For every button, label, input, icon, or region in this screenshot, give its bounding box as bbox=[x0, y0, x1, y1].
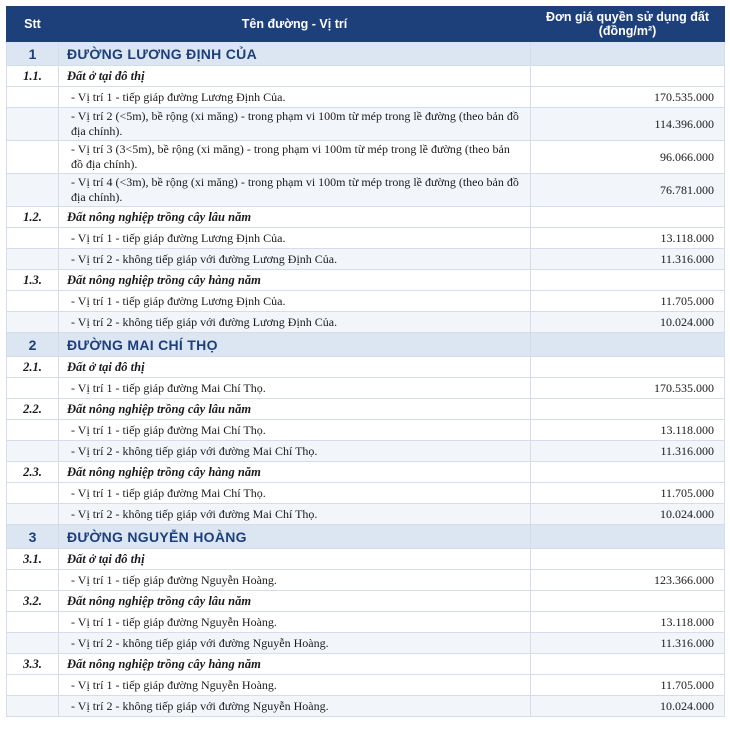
price-value: 11.316.000 bbox=[531, 441, 725, 462]
category-name: Đất ở tại đô thị bbox=[59, 549, 531, 570]
table-row bbox=[7, 612, 725, 633]
empty-cell bbox=[531, 42, 725, 66]
position-description: - Vị trí 3 (3<5m), bề rộng (xi măng) - trong phạm vi 100m từ mép trong lề đường (theo bản đồ địa chính). bbox=[59, 141, 531, 174]
empty-cell bbox=[7, 312, 59, 333]
category-row bbox=[7, 66, 725, 87]
category-row bbox=[7, 654, 725, 675]
category-name: Đất ở tại đô thị bbox=[59, 66, 531, 87]
category-number: 1.1. bbox=[7, 66, 59, 87]
category-number: 3.3. bbox=[7, 654, 59, 675]
empty-cell bbox=[531, 357, 725, 378]
price-value: 13.118.000 bbox=[531, 612, 725, 633]
position-description: - Vị trí 1 - tiếp giáp đường Lương Định Của. bbox=[59, 87, 531, 108]
price-value: 10.024.000 bbox=[531, 504, 725, 525]
table-row bbox=[7, 291, 725, 312]
position-description: - Vị trí 1 - tiếp giáp đường Lương Định Của. bbox=[59, 228, 531, 249]
empty-cell bbox=[531, 654, 725, 675]
empty-cell bbox=[7, 174, 59, 207]
table-header bbox=[7, 7, 725, 42]
category-row bbox=[7, 462, 725, 483]
road-row bbox=[7, 42, 725, 66]
table-row bbox=[7, 141, 725, 174]
table-row bbox=[7, 696, 725, 717]
position-description: - Vị trí 2 - không tiếp giáp với đường Mai Chí Thọ. bbox=[59, 441, 531, 462]
position-description: - Vị trí 2 - không tiếp giáp với đường Nguyễn Hoàng. bbox=[59, 696, 531, 717]
empty-cell bbox=[531, 591, 725, 612]
empty-cell bbox=[7, 420, 59, 441]
header-stt: Stt bbox=[7, 7, 59, 42]
table-row bbox=[7, 570, 725, 591]
table-row bbox=[7, 312, 725, 333]
category-row bbox=[7, 357, 725, 378]
table-row bbox=[7, 483, 725, 504]
table-row bbox=[7, 174, 725, 207]
header-price-line2: (đồng/m²) bbox=[598, 24, 657, 38]
table-row bbox=[7, 249, 725, 270]
position-description: - Vị trí 1 - tiếp giáp đường Lương Định Của. bbox=[59, 291, 531, 312]
position-description: - Vị trí 2 - không tiếp giáp với đường Nguyễn Hoàng. bbox=[59, 633, 531, 654]
table-row bbox=[7, 87, 725, 108]
category-row bbox=[7, 591, 725, 612]
header-price bbox=[531, 7, 725, 42]
table-row bbox=[7, 108, 725, 141]
empty-cell bbox=[7, 291, 59, 312]
position-description: - Vị trí 2 - không tiếp giáp với đường Lương Định Của. bbox=[59, 312, 531, 333]
empty-cell bbox=[7, 441, 59, 462]
table-row bbox=[7, 675, 725, 696]
road-name: ĐƯỜNG NGUYỄN HOÀNG bbox=[59, 525, 531, 549]
position-description: - Vị trí 1 - tiếp giáp đường Mai Chí Thọ. bbox=[59, 378, 531, 399]
empty-cell bbox=[7, 87, 59, 108]
price-value: 10.024.000 bbox=[531, 312, 725, 333]
position-description: - Vị trí 2 - không tiếp giáp với đường Lương Định Của. bbox=[59, 249, 531, 270]
category-number: 1.3. bbox=[7, 270, 59, 291]
position-description: - Vị trí 1 - tiếp giáp đường Nguyễn Hoàng. bbox=[59, 675, 531, 696]
empty-cell bbox=[7, 483, 59, 504]
price-value: 170.535.000 bbox=[531, 87, 725, 108]
land-price-table bbox=[6, 6, 725, 717]
empty-cell bbox=[7, 696, 59, 717]
price-value: 11.705.000 bbox=[531, 675, 725, 696]
position-description: - Vị trí 2 (<5m), bề rộng (xi măng) - trong phạm vi 100m từ mép trong lề đường (theo bản đồ địa chính). bbox=[59, 108, 531, 141]
price-value: 10.024.000 bbox=[531, 696, 725, 717]
header-price-line1: Đơn giá quyền sử dụng đất bbox=[545, 10, 710, 24]
category-number: 1.2. bbox=[7, 207, 59, 228]
empty-cell bbox=[7, 228, 59, 249]
empty-cell bbox=[7, 633, 59, 654]
header-name: Tên đường - Vị trí bbox=[59, 7, 531, 42]
empty-cell bbox=[531, 462, 725, 483]
empty-cell bbox=[531, 333, 725, 357]
road-number: 2 bbox=[7, 333, 59, 357]
price-value: 96.066.000 bbox=[531, 141, 725, 174]
category-row bbox=[7, 399, 725, 420]
position-description: - Vị trí 2 - không tiếp giáp với đường Mai Chí Thọ. bbox=[59, 504, 531, 525]
position-description: - Vị trí 1 - tiếp giáp đường Mai Chí Thọ. bbox=[59, 483, 531, 504]
empty-cell bbox=[7, 504, 59, 525]
table-body bbox=[7, 42, 725, 717]
position-description: - Vị trí 1 - tiếp giáp đường Mai Chí Thọ. bbox=[59, 420, 531, 441]
price-value: 11.705.000 bbox=[531, 291, 725, 312]
position-description: - Vị trí 1 - tiếp giáp đường Nguyễn Hoàng. bbox=[59, 570, 531, 591]
category-name: Đất nông nghiệp trồng cây lâu năm bbox=[59, 591, 531, 612]
category-number: 2.1. bbox=[7, 357, 59, 378]
category-row bbox=[7, 270, 725, 291]
category-number: 2.3. bbox=[7, 462, 59, 483]
empty-cell bbox=[531, 525, 725, 549]
price-value: 76.781.000 bbox=[531, 174, 725, 207]
price-value: 13.118.000 bbox=[531, 420, 725, 441]
price-value: 123.366.000 bbox=[531, 570, 725, 591]
road-number: 1 bbox=[7, 42, 59, 66]
category-name: Đất nông nghiệp trồng cây lâu năm bbox=[59, 399, 531, 420]
empty-cell bbox=[531, 66, 725, 87]
table-row bbox=[7, 633, 725, 654]
price-value: 11.316.000 bbox=[531, 633, 725, 654]
road-row bbox=[7, 333, 725, 357]
empty-cell bbox=[7, 141, 59, 174]
category-name: Đất nông nghiệp trồng cây hàng năm bbox=[59, 654, 531, 675]
road-name: ĐƯỜNG LƯƠNG ĐỊNH CỦA bbox=[59, 42, 531, 66]
category-row bbox=[7, 549, 725, 570]
price-value: 170.535.000 bbox=[531, 378, 725, 399]
category-row bbox=[7, 207, 725, 228]
category-number: 3.2. bbox=[7, 591, 59, 612]
road-name: ĐƯỜNG MAI CHÍ THỌ bbox=[59, 333, 531, 357]
table-row bbox=[7, 441, 725, 462]
position-description: - Vị trí 1 - tiếp giáp đường Nguyễn Hoàng. bbox=[59, 612, 531, 633]
empty-cell bbox=[7, 378, 59, 399]
table-row bbox=[7, 378, 725, 399]
empty-cell bbox=[531, 207, 725, 228]
category-name: Đất ở tại đô thị bbox=[59, 357, 531, 378]
price-value: 11.705.000 bbox=[531, 483, 725, 504]
road-number: 3 bbox=[7, 525, 59, 549]
category-name: Đất nông nghiệp trồng cây hàng năm bbox=[59, 462, 531, 483]
table-row bbox=[7, 228, 725, 249]
table-row bbox=[7, 420, 725, 441]
category-name: Đất nông nghiệp trồng cây lâu năm bbox=[59, 207, 531, 228]
empty-cell bbox=[7, 612, 59, 633]
price-value: 114.396.000 bbox=[531, 108, 725, 141]
category-number: 2.2. bbox=[7, 399, 59, 420]
price-value: 13.118.000 bbox=[531, 228, 725, 249]
empty-cell bbox=[7, 570, 59, 591]
position-description: - Vị trí 4 (<3m), bề rộng (xi măng) - trong phạm vi 100m từ mép trong lề đường (theo bản đồ địa chính). bbox=[59, 174, 531, 207]
table-row bbox=[7, 504, 725, 525]
category-number: 3.1. bbox=[7, 549, 59, 570]
empty-cell bbox=[7, 249, 59, 270]
price-value: 11.316.000 bbox=[531, 249, 725, 270]
category-name: Đất nông nghiệp trồng cây hàng năm bbox=[59, 270, 531, 291]
empty-cell bbox=[531, 399, 725, 420]
empty-cell bbox=[7, 675, 59, 696]
empty-cell bbox=[531, 270, 725, 291]
empty-cell bbox=[7, 108, 59, 141]
road-row bbox=[7, 525, 725, 549]
empty-cell bbox=[531, 549, 725, 570]
